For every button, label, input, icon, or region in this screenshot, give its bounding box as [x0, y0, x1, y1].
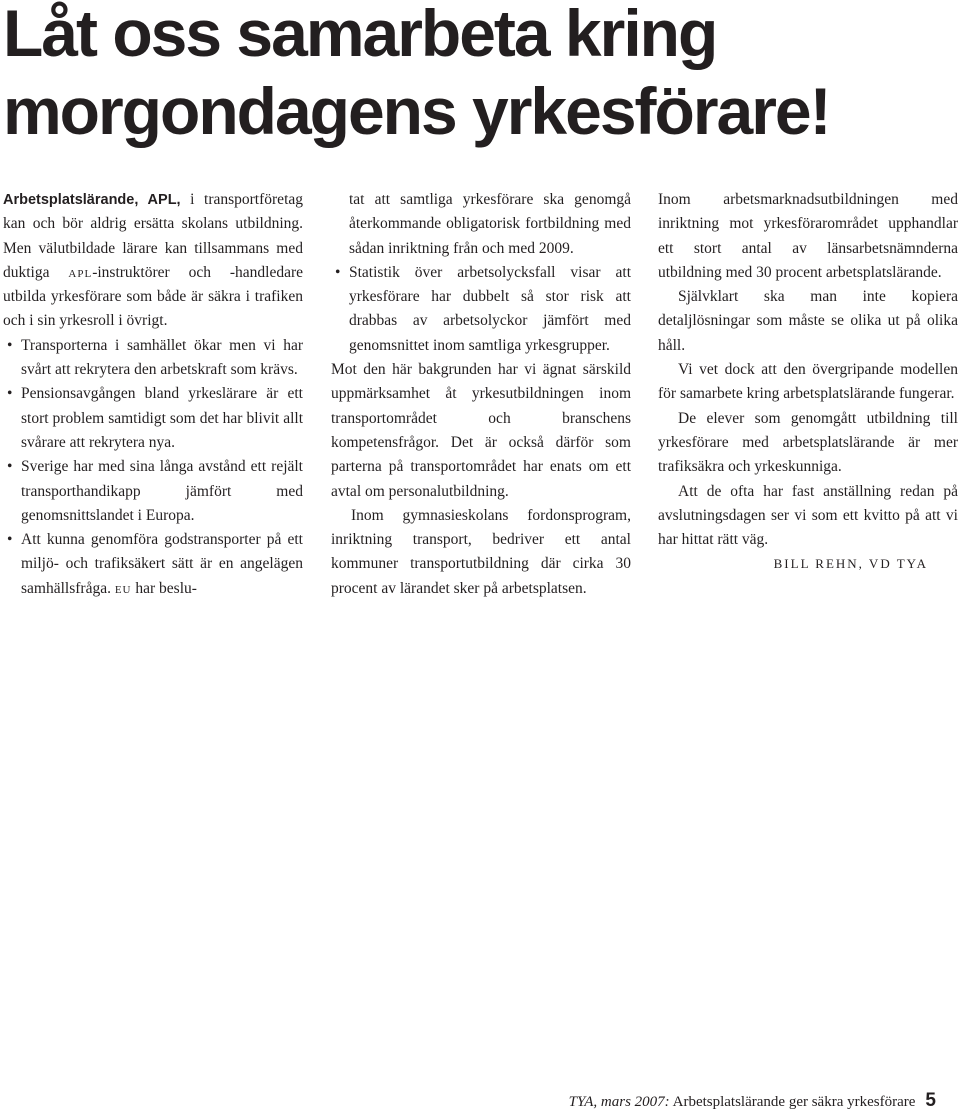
- footer-title: Arbetsplatslärande ger säkra yrkesförare: [669, 1094, 916, 1110]
- body-paragraph: Inom arbetsmarknadsutbildningen med inriktning mot yrkesförarområdet upphandlar ett stort antal av länsarbetsnämnderna utbildning med 30 procent arbetsplatslärande.: [658, 191, 958, 281]
- page-title: Låt oss samarbeta kring morgondagens yrkesförare!: [3, 0, 830, 148]
- bullet-icon: •: [335, 263, 341, 281]
- lead-term: Arbetsplatslärande, APL,: [3, 192, 181, 208]
- body-paragraph: Inom gymnasieskolans fordonsprogram, inriktning transport, bedriver ett antal kommuner transportutbildning där cirka 30 procent av lärandet sker på arbetsplatsen.: [331, 506, 631, 597]
- page-number: 5: [925, 1090, 936, 1111]
- article-column-2: [331, 188, 631, 601]
- footer-source: TYA, mars 2007:: [568, 1094, 670, 1110]
- body-paragraph: Självklart ska man inte kopiera detaljlösningar som måste se olika ut på olika håll.: [658, 288, 958, 354]
- bullet-item: • Transporterna i samhället ökar men vi har svårt att rekrytera den arbetskraft som krävs.: [3, 334, 303, 383]
- bullet-continuation: tat att samtliga yrkesförare ska genomgå återkommande obligatorisk fortbildning med sådan inriktning från och med 2009.: [349, 191, 631, 257]
- bullet-icon: •: [7, 336, 13, 354]
- bullet-item: • Pensionsavgången bland yrkeslärare är ett stort problem samtidigt som det har blivit allt svårare att rekrytera nya.: [3, 382, 303, 455]
- bullet-item: • Statistik över arbetsolycksfall visar att yrkesförare har dubbelt så stor risk att drabbas av arbetsolyckor jämfört med genomsnittet inom samtliga yrkesgrupper.: [331, 261, 631, 358]
- body-paragraph: Mot den här bakgrunden har vi ägnat särskild uppmärksamhet åt yrkesutbildningen inom transportområdet och branschens kompetensfrågor. Det är också därför som parterna på transportområdet har enats om ett avtal om personalutbildning.: [331, 361, 631, 500]
- article-column-1: [3, 188, 303, 601]
- body-paragraph: De elever som genomgått utbildning till yrkesförare med arbetsplatslärande är mer trafiksäkra och yrkeskunniga.: [658, 409, 958, 476]
- bullet-item: • Sverige har med sina långa avstånd ett rejält transporthandikapp jämfört med genomsnittslandet i Europa.: [3, 455, 303, 528]
- abbreviation: eu: [114, 579, 132, 597]
- body-paragraph: Att de ofta har fast anställning redan på avslutningsdagen ser vi som ett kvitto på att vi har hittat rätt väg.: [658, 482, 958, 549]
- page-footer: [569, 1090, 936, 1112]
- article-column-3: [658, 188, 958, 577]
- bullet-icon: •: [7, 458, 13, 476]
- bullet-icon: •: [7, 531, 13, 549]
- bullet-icon: •: [7, 385, 13, 403]
- author-signature: BILL REHN, VD TYA: [773, 556, 928, 572]
- bullet-item: • Att kunna genomföra godstransporter på ett miljö- och trafiksäkert sätt är en angelägen samhällsfråga. eu har beslu-: [3, 528, 303, 601]
- intro-paragraph: Arbetsplatslärande, APL, i transportföretag kan och bör aldrig ersätta skolans utbildning. Men välutbildade lärare kan tillsammans med duktiga apl-instruktörer och -handledare utbilda yrkesförare som både är säkra i trafiken och i sin yrkesroll i övrigt.: [3, 191, 304, 330]
- body-paragraph: Vi vet dock att den övergripande modellen för samarbete kring arbetsplatslärande fungerar.: [658, 361, 958, 403]
- abbreviation: apl: [68, 263, 93, 281]
